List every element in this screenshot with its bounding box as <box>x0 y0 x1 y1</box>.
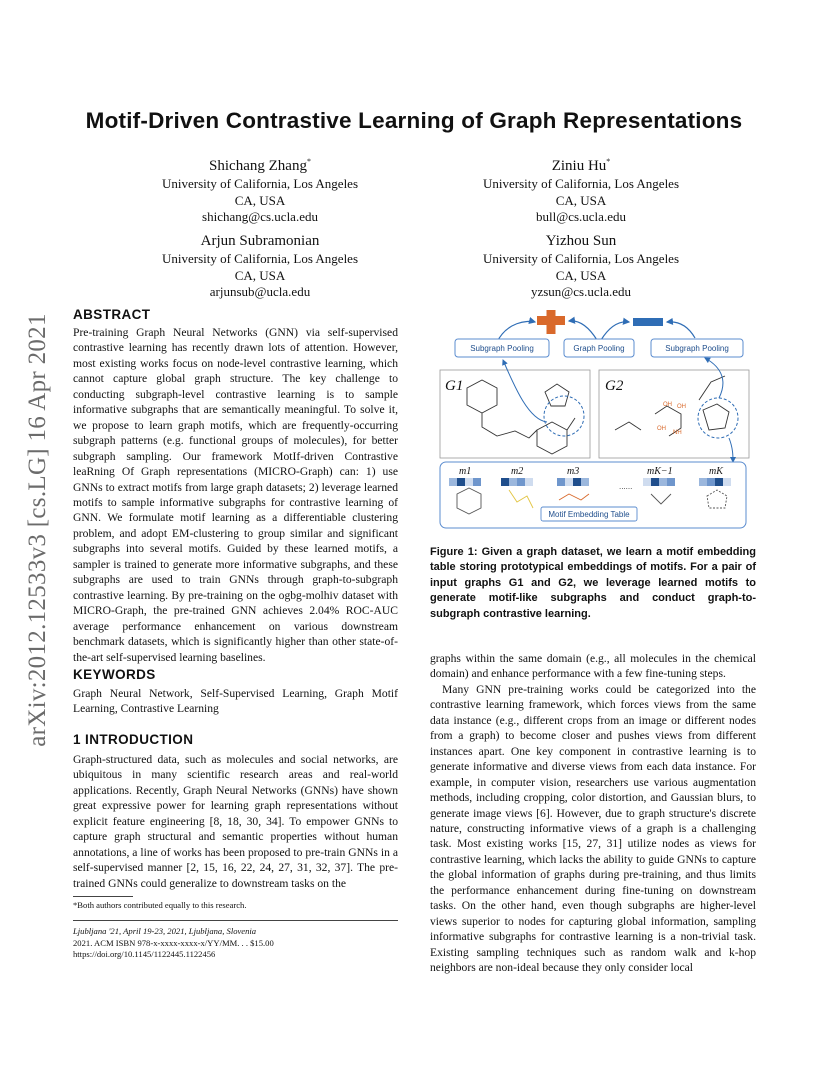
abstract-text: Pre-training Graph Neural Networks (GNN) via self-supervised contrastive learning has recently drawn lots of attention. However, most existing works focus on node-level contrastive learning, which cannot capture global graph structure. The key challenge to conducting subgraph-level contrastive learning is to sample informative subgraphs that are semantically meaningful. To solve it, we propose to learn graph motifs, which are frequently-occurring subgraph patterns (e.g. functional groups of molecules), for better subgraph sampling. Our framework MotIf-driven Contrastive leaRning Of Graph representations (MICRO-Graph) can: 1) use GNNs to extract motifs from large graph datasets; 2) leverage learned motifs to sample informative subgraphs for contrastive learning of GNN. We formulate motif learning as a differentiable clustering problem, and adopt EM-clustering to group similar and significant subgraphs into several motifs. Guided by these learned motifs, a sampler is trained to generate more informative subgraphs, and these subgraphs are used to train GNNs through graph-to-subgraph contrastive learning. By pre-training on the ogbg-molhiv dataset with MICRO-Graph, the pre-trained GNN achieves 2.04% ROC-AUC average performance enhancement on various downstream benchmark datasets, which is significantly higher than other state-of-the-art self-supervised learning baselines. <box>73 326 398 664</box>
arxiv-stamp <box>18 290 58 770</box>
g1-label: G1 <box>445 378 464 394</box>
intro-right-text <box>430 651 756 976</box>
author-block-1 <box>110 152 410 226</box>
motif-label-m2: m2 <box>511 466 524 477</box>
motif-label-m3: m3 <box>567 466 580 477</box>
svg-text:NH: NH <box>673 430 682 436</box>
graph-embedding-bar <box>633 318 663 326</box>
subgraph-pooling-right-label: Subgraph Pooling <box>665 344 729 353</box>
arxiv-stamp-text: arXiv:2012.12533v3 [cs.LG] 16 Apr 2021 <box>24 313 51 747</box>
author-email: shichang@cs.ucla.edu <box>202 209 318 224</box>
figure-1-diagram <box>437 310 757 532</box>
keywords-heading: KEYWORDS <box>73 667 156 682</box>
author-email: bull@cs.ucla.edu <box>536 209 626 224</box>
author-block-3 <box>110 231 410 301</box>
author-affiliation: University of California, Los Angeles <box>482 251 680 266</box>
motif-label-m1: m1 <box>459 466 472 477</box>
plus-symbol <box>537 310 565 334</box>
intro-left-text: Graph-structured data, such as molecules and social networks, are ubiquitous in many scientific research areas and real-world applications. Recently, Graph Neural Networks (GNNs) have shown great expressive power for learning graph representations without explicit feature engineering [8, 18, 30, 34]. To empower GNNs to capture graph structural and semantic properties without human annotations, a line of works has been proposed to pre-train GNNs in a self-supervised manner [2, 15, 16, 22, 24, 27, 31, 32, 37]. The pre-trained GNNs could generalize to downstream tasks on the <box>73 753 398 890</box>
abstract-heading: ABSTRACT <box>73 307 151 322</box>
author-email: arjunsub@ucla.edu <box>209 284 311 299</box>
author-name: Ziniu Hu <box>551 158 607 174</box>
figure-1 <box>437 310 757 532</box>
motif-label-mk1: mK−1 <box>647 466 673 477</box>
author-block-2 <box>431 152 731 226</box>
conference-rule <box>73 920 398 921</box>
g2-label: G2 <box>605 378 624 394</box>
conference-doi: https://doi.org/10.1145/1122445.1122456 <box>73 949 216 960</box>
author-mark: * <box>606 157 611 166</box>
intro-right-paragraph-2: Many GNN pre-training works could be categorized into the contrastive learning framework, which forces views from the same data instance (e.g., different crops from an image or different nodes from a graph) to become closer and pushes views from different instances apart. One key component in contrastive learning is to generate informative and diverse views from each data instance. For example, in computer vision, researchers use various augmentation methods, including cropping, color distortion, and Gaussian blurs, to generate image views [6]. However, due to graph structure's discrete nature, constructing informative views of a graph is a challenging task. Most existing works [15, 27, 31] utilize nodes as views for contrastive learning, which lacks the ability to guide GNNs to capture the global information of graphs during pre-training, and thus limits the performance enhancement during fine-tuning on downstream tasks. On the other hand, even though subgraphs are higher-level views superior to nodes for capturing global information, sampling informative subgraphs for contrastive learning is a non-trivial task. Existing sampling techniques such as random walk and k-hop neighbors are non-ideal because they only consider local <box>430 682 756 975</box>
subgraph-pooling-left-label: Subgraph Pooling <box>470 344 534 353</box>
svg-text:OH: OH <box>657 426 666 432</box>
author-location: CA, USA <box>555 192 607 208</box>
author-mark: * <box>306 157 311 166</box>
motif-table-label: Motif Embedding Table <box>548 510 630 519</box>
author-affiliation: University of California, Los Angeles <box>161 176 359 191</box>
author-name: Yizhou Sun <box>545 233 617 249</box>
author-name: Arjun Subramonian <box>200 233 320 249</box>
paper-title: Motif-Driven Contrastive Learning of Graph Representations <box>85 108 743 133</box>
author-location: CA, USA <box>234 267 286 283</box>
author-location: CA, USA <box>234 192 286 208</box>
svg-text:OH: OH <box>663 402 672 408</box>
author-block-4 <box>431 231 731 301</box>
svg-text:OH: OH <box>677 404 686 410</box>
author-email: yzsun@cs.ucla.edu <box>530 284 632 299</box>
author-name: Shichang Zhang <box>209 158 307 174</box>
motif-label-mk: mK <box>709 466 723 477</box>
intro-heading: 1 INTRODUCTION <box>73 732 194 747</box>
footnote-rule <box>73 896 133 897</box>
conference-info <box>73 926 398 961</box>
graph-pooling-label: Graph Pooling <box>573 344 625 353</box>
intro-right-paragraph-1: graphs within the same domain (e.g., all molecules in the chemical domain) and enhance performance with a few fine-tuning steps. <box>430 652 756 681</box>
keywords-text: Graph Neural Network, Self-Supervised Learning, Graph Motif Learning, Contrastive Learning <box>73 687 398 716</box>
author-affiliation: University of California, Los Angeles <box>161 251 359 266</box>
conference-isbn: 2021. ACM ISBN 978-x-xxxx-xxxx-x/YY/MM. . . $15.00 <box>73 937 274 948</box>
figure-caption: Figure 1: Given a graph dataset, we learn a motif embedding table storing prototypical embeddings of motifs. For a pair of input graphs G1 and G2, we leverage learned motifs to generate motif-like subgraphs and conduct graph-to-subgraph contrastive learning. <box>430 546 756 620</box>
motif-ellipsis: ...... <box>619 482 633 491</box>
author-affiliation: University of California, Los Angeles <box>482 176 680 191</box>
conference-venue: Ljubljana '21, April 19-23, 2021, Ljubljana, Slovenia <box>73 926 257 936</box>
footnote: *Both authors contributed equally to this research. <box>73 900 247 910</box>
author-location: CA, USA <box>555 267 607 283</box>
